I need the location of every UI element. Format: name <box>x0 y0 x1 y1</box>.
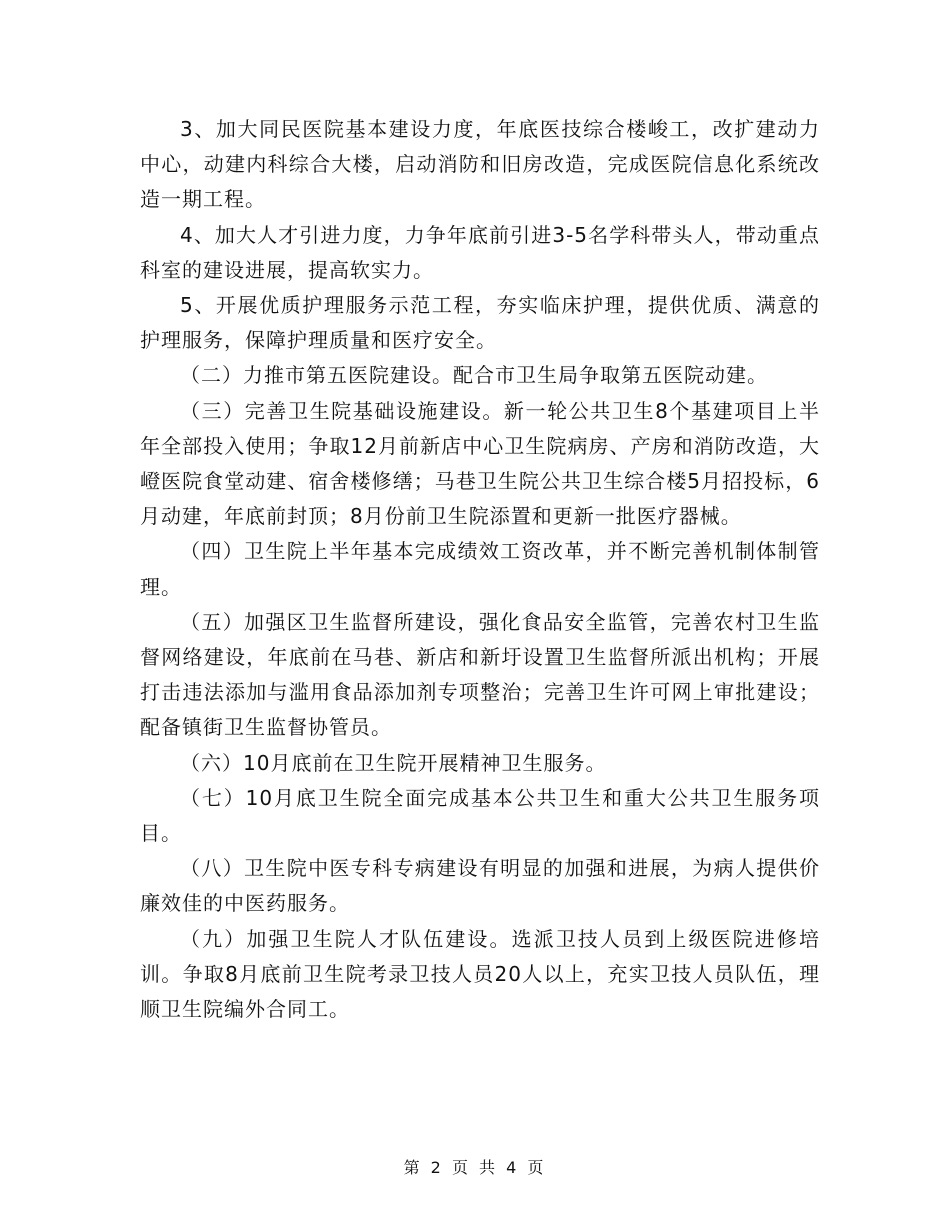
paragraph-section-2: （二）力推市第五医院建设。配合市卫生局争取第五医院动建。 <box>180 363 768 388</box>
page-footer: 第 2 页 共 4 页 <box>403 1158 547 1177</box>
document-body <box>140 112 820 1027</box>
paragraph-section-5: （五）加强区卫生监督所建设，强化食品安全监管，完善农村卫生监督网络建设，年底前在马巷、新店和新圩设置卫生监督所派出机构；开展打击违法添加与滥用食品添加剂专项整治；完善卫生许可网上审批建设；配备镇街卫生监督协管员。 <box>140 609 820 740</box>
paragraph-section-3: （三）完善卫生院基础设施建设。新一轮公共卫生8个基建项目上半年全部投入使用；争取12月前新店中心卫生院病房、产房和消防改造，大嶝医院食堂动建、宿舍楼修缮；马巷卫生院公共卫生综合楼5月招投标，6月动建，年底前封顶；8月份前卫生院添置和更新一批医疗器械。 <box>140 398 820 529</box>
paragraph-item-5: 5、开展优质护理服务示范工程，夯实临床护理，提供优质、满意的护理服务，保障护理质量和医疗安全。 <box>140 293 820 353</box>
paragraph-item-3: 3、加大同民医院基本建设力度，年底医技综合楼峻工，改扩建动力中心，动建内科综合大楼，启动消防和旧房改造，完成医院信息化系统改造一期工程。 <box>140 117 820 212</box>
paragraph-item-4: 4、加大人才引进力度，力争年底前引进3-5名学科带头人，带动重点科室的建设进展，提高软实力。 <box>140 222 820 282</box>
paragraph-section-4: （四）卫生院上半年基本完成绩效工资改革，并不断完善机制体制管理。 <box>140 539 820 599</box>
paragraph-section-7: （七）10月底卫生院全面完成基本公共卫生和重大公共卫生服务项目。 <box>140 785 820 846</box>
paragraph-section-6: （六）10月底前在卫生院开展精神卫生服务。 <box>180 750 607 775</box>
paragraph-section-9: （九）加强卫生院人才队伍建设。选派卫技人员到上级医院进修培训。争取8月底前卫生院考录卫技人员20人以上，充实卫技人员队伍，理顺卫生院编外合同工。 <box>140 926 820 1022</box>
paragraph-section-8: （八）卫生院中医专科专病建设有明显的加强和进展，为病人提供价廉效佳的中医药服务。 <box>140 856 820 916</box>
